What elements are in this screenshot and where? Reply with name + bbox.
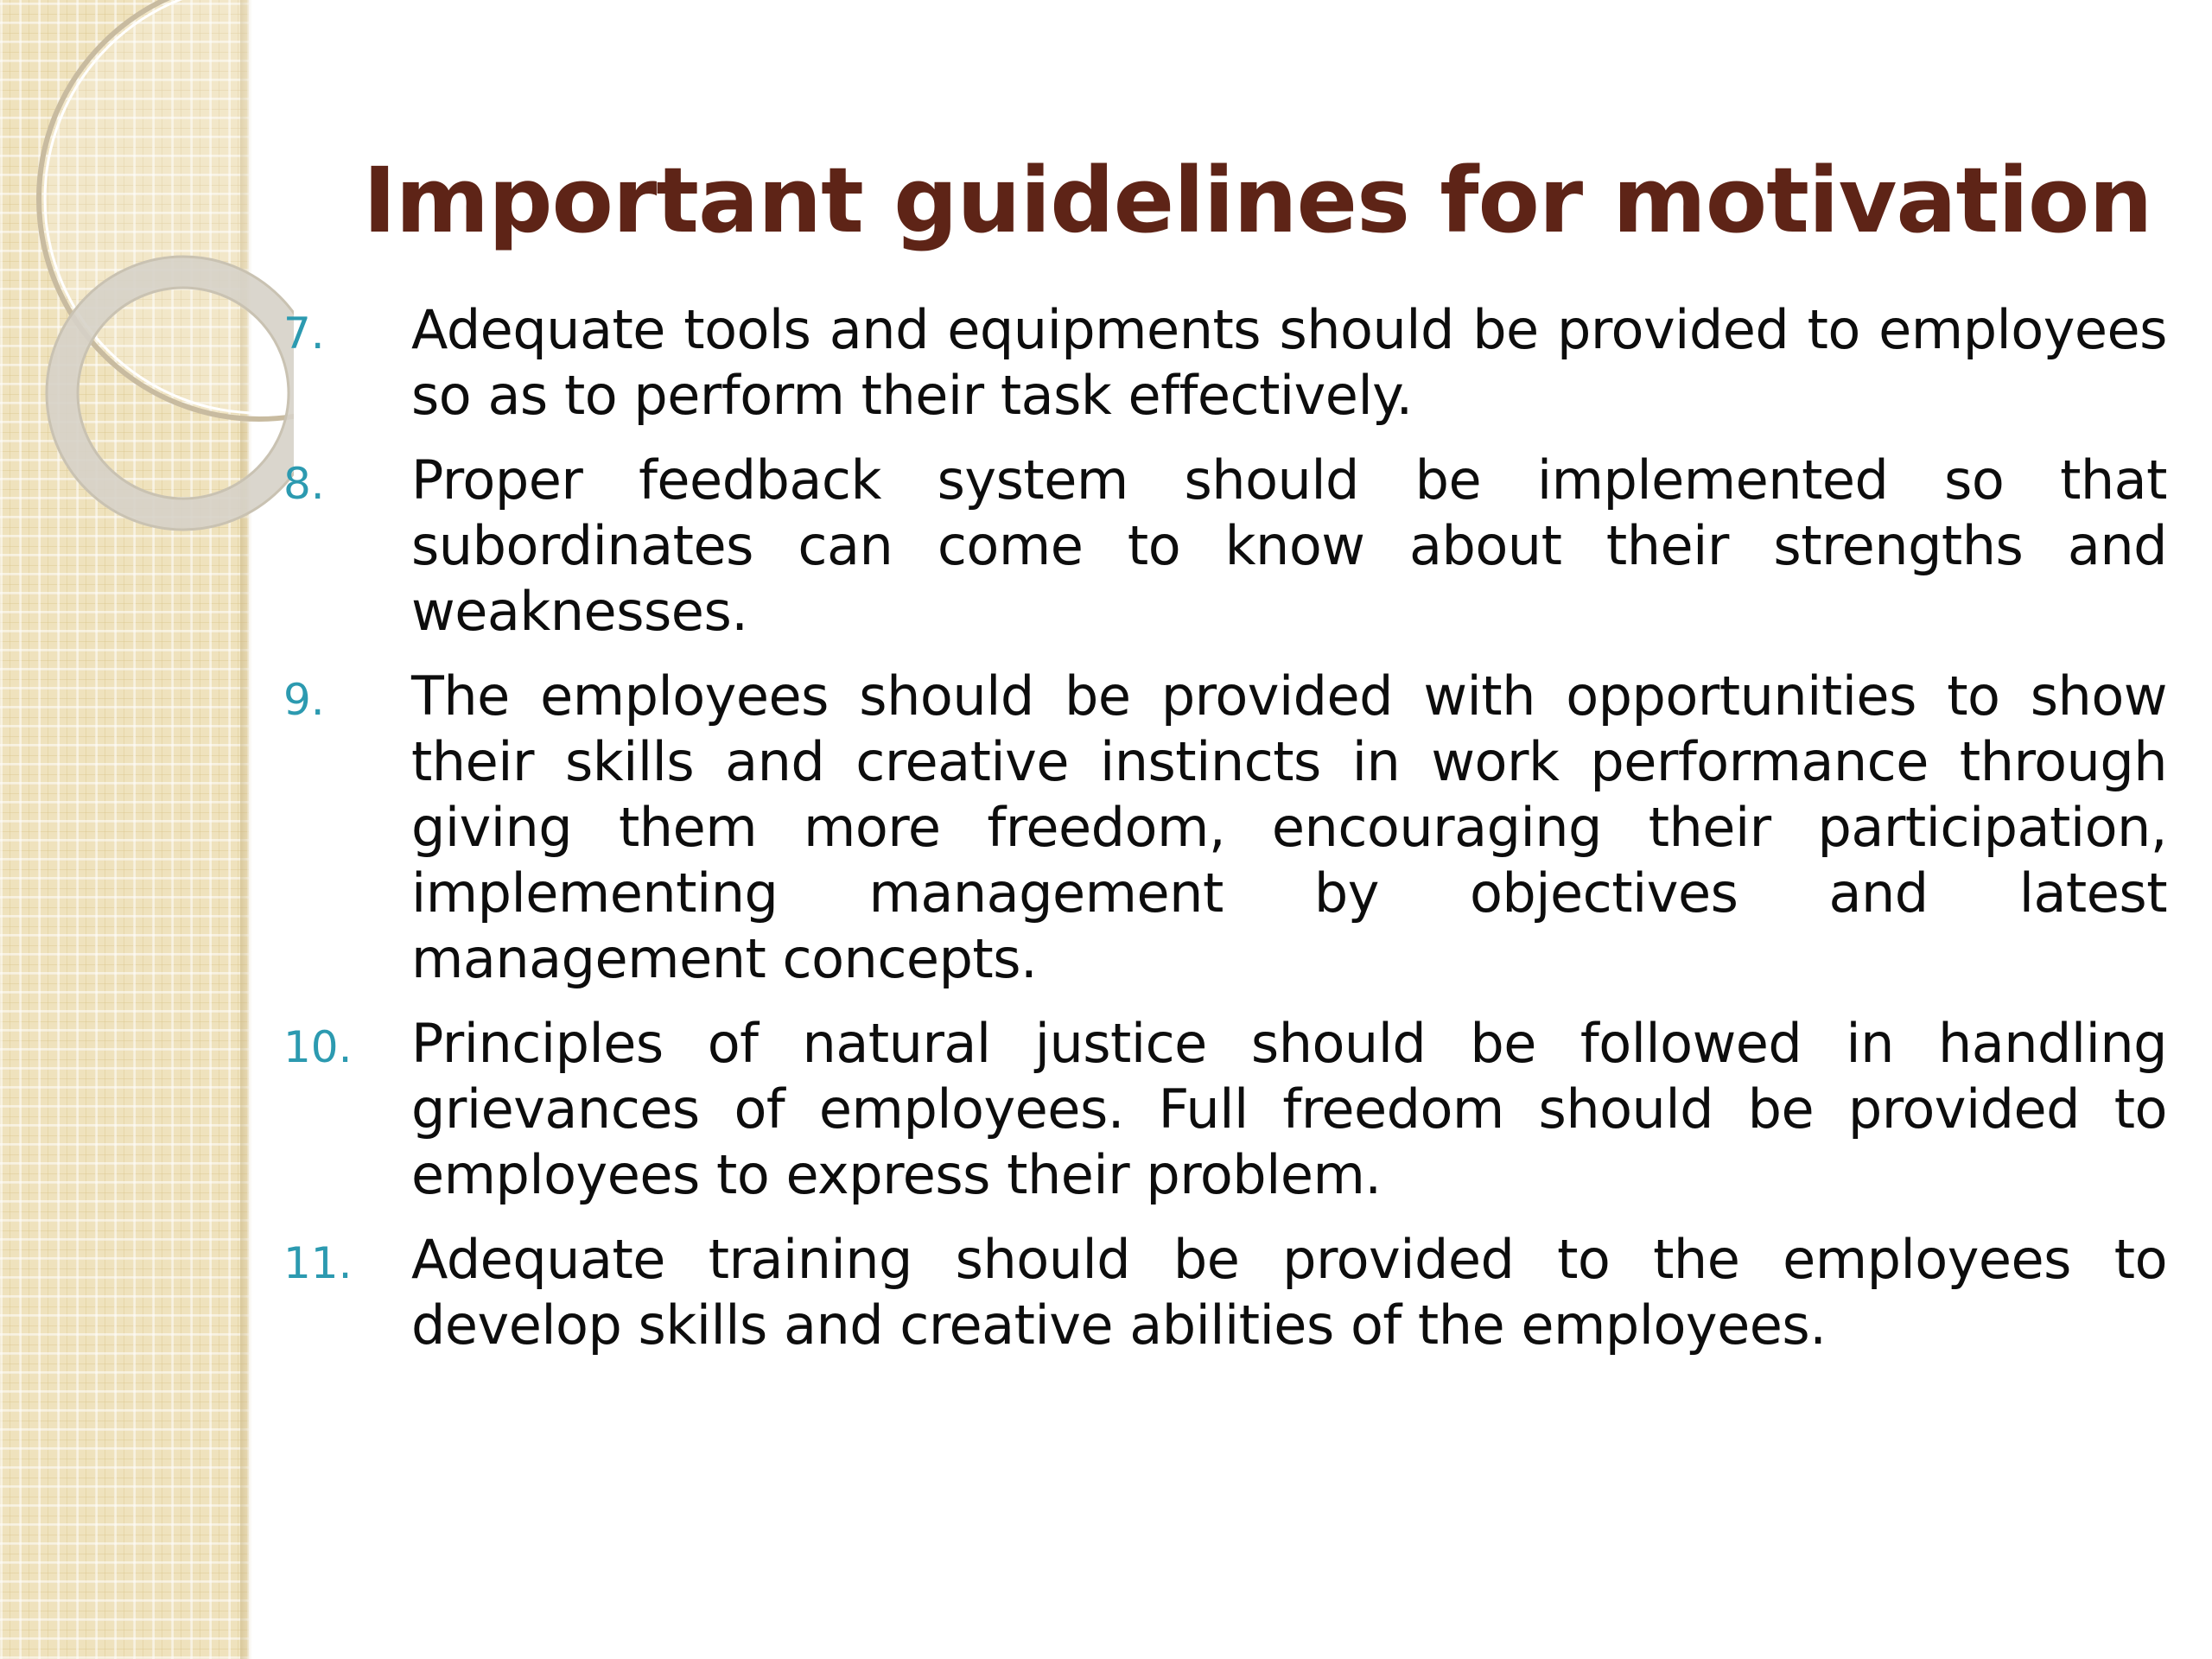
list-item xyxy=(283,664,2167,992)
item-text: Proper feedback system should be implemented so that subordinates can come to know about their strengths and weaknesses. xyxy=(411,448,2167,643)
item-text: Adequate training should be provided to the employees to develop skills and creative abilities of the employees. xyxy=(411,1228,2167,1357)
list-item xyxy=(283,1011,2167,1208)
item-text: The employees should be provided with opportunities to show their skills and creative instincts in work performance through giving them more freedom, encouraging their participation, implementing management by objectives and latest management concepts. xyxy=(411,664,2167,990)
list-item xyxy=(283,297,2167,429)
guidelines-list xyxy=(283,297,2167,1377)
item-number: 8. xyxy=(283,459,325,509)
decorative-rings-icon xyxy=(0,0,294,553)
list-item xyxy=(283,1227,2167,1358)
item-number: 7. xyxy=(283,308,325,359)
list-item xyxy=(283,448,2167,645)
item-text: Adequate tools and equipments should be provided to employees so as to perform their task effectively. xyxy=(411,298,2167,427)
item-text: Principles of natural justice should be followed in handling grievances of employees. Full freedom should be provided to employees to express their problem. xyxy=(411,1012,2167,1206)
item-number: 10. xyxy=(283,1022,353,1072)
slide-title: Important guidelines for motivation xyxy=(363,148,2152,253)
item-number: 11. xyxy=(283,1238,353,1288)
item-number: 9. xyxy=(283,675,325,725)
